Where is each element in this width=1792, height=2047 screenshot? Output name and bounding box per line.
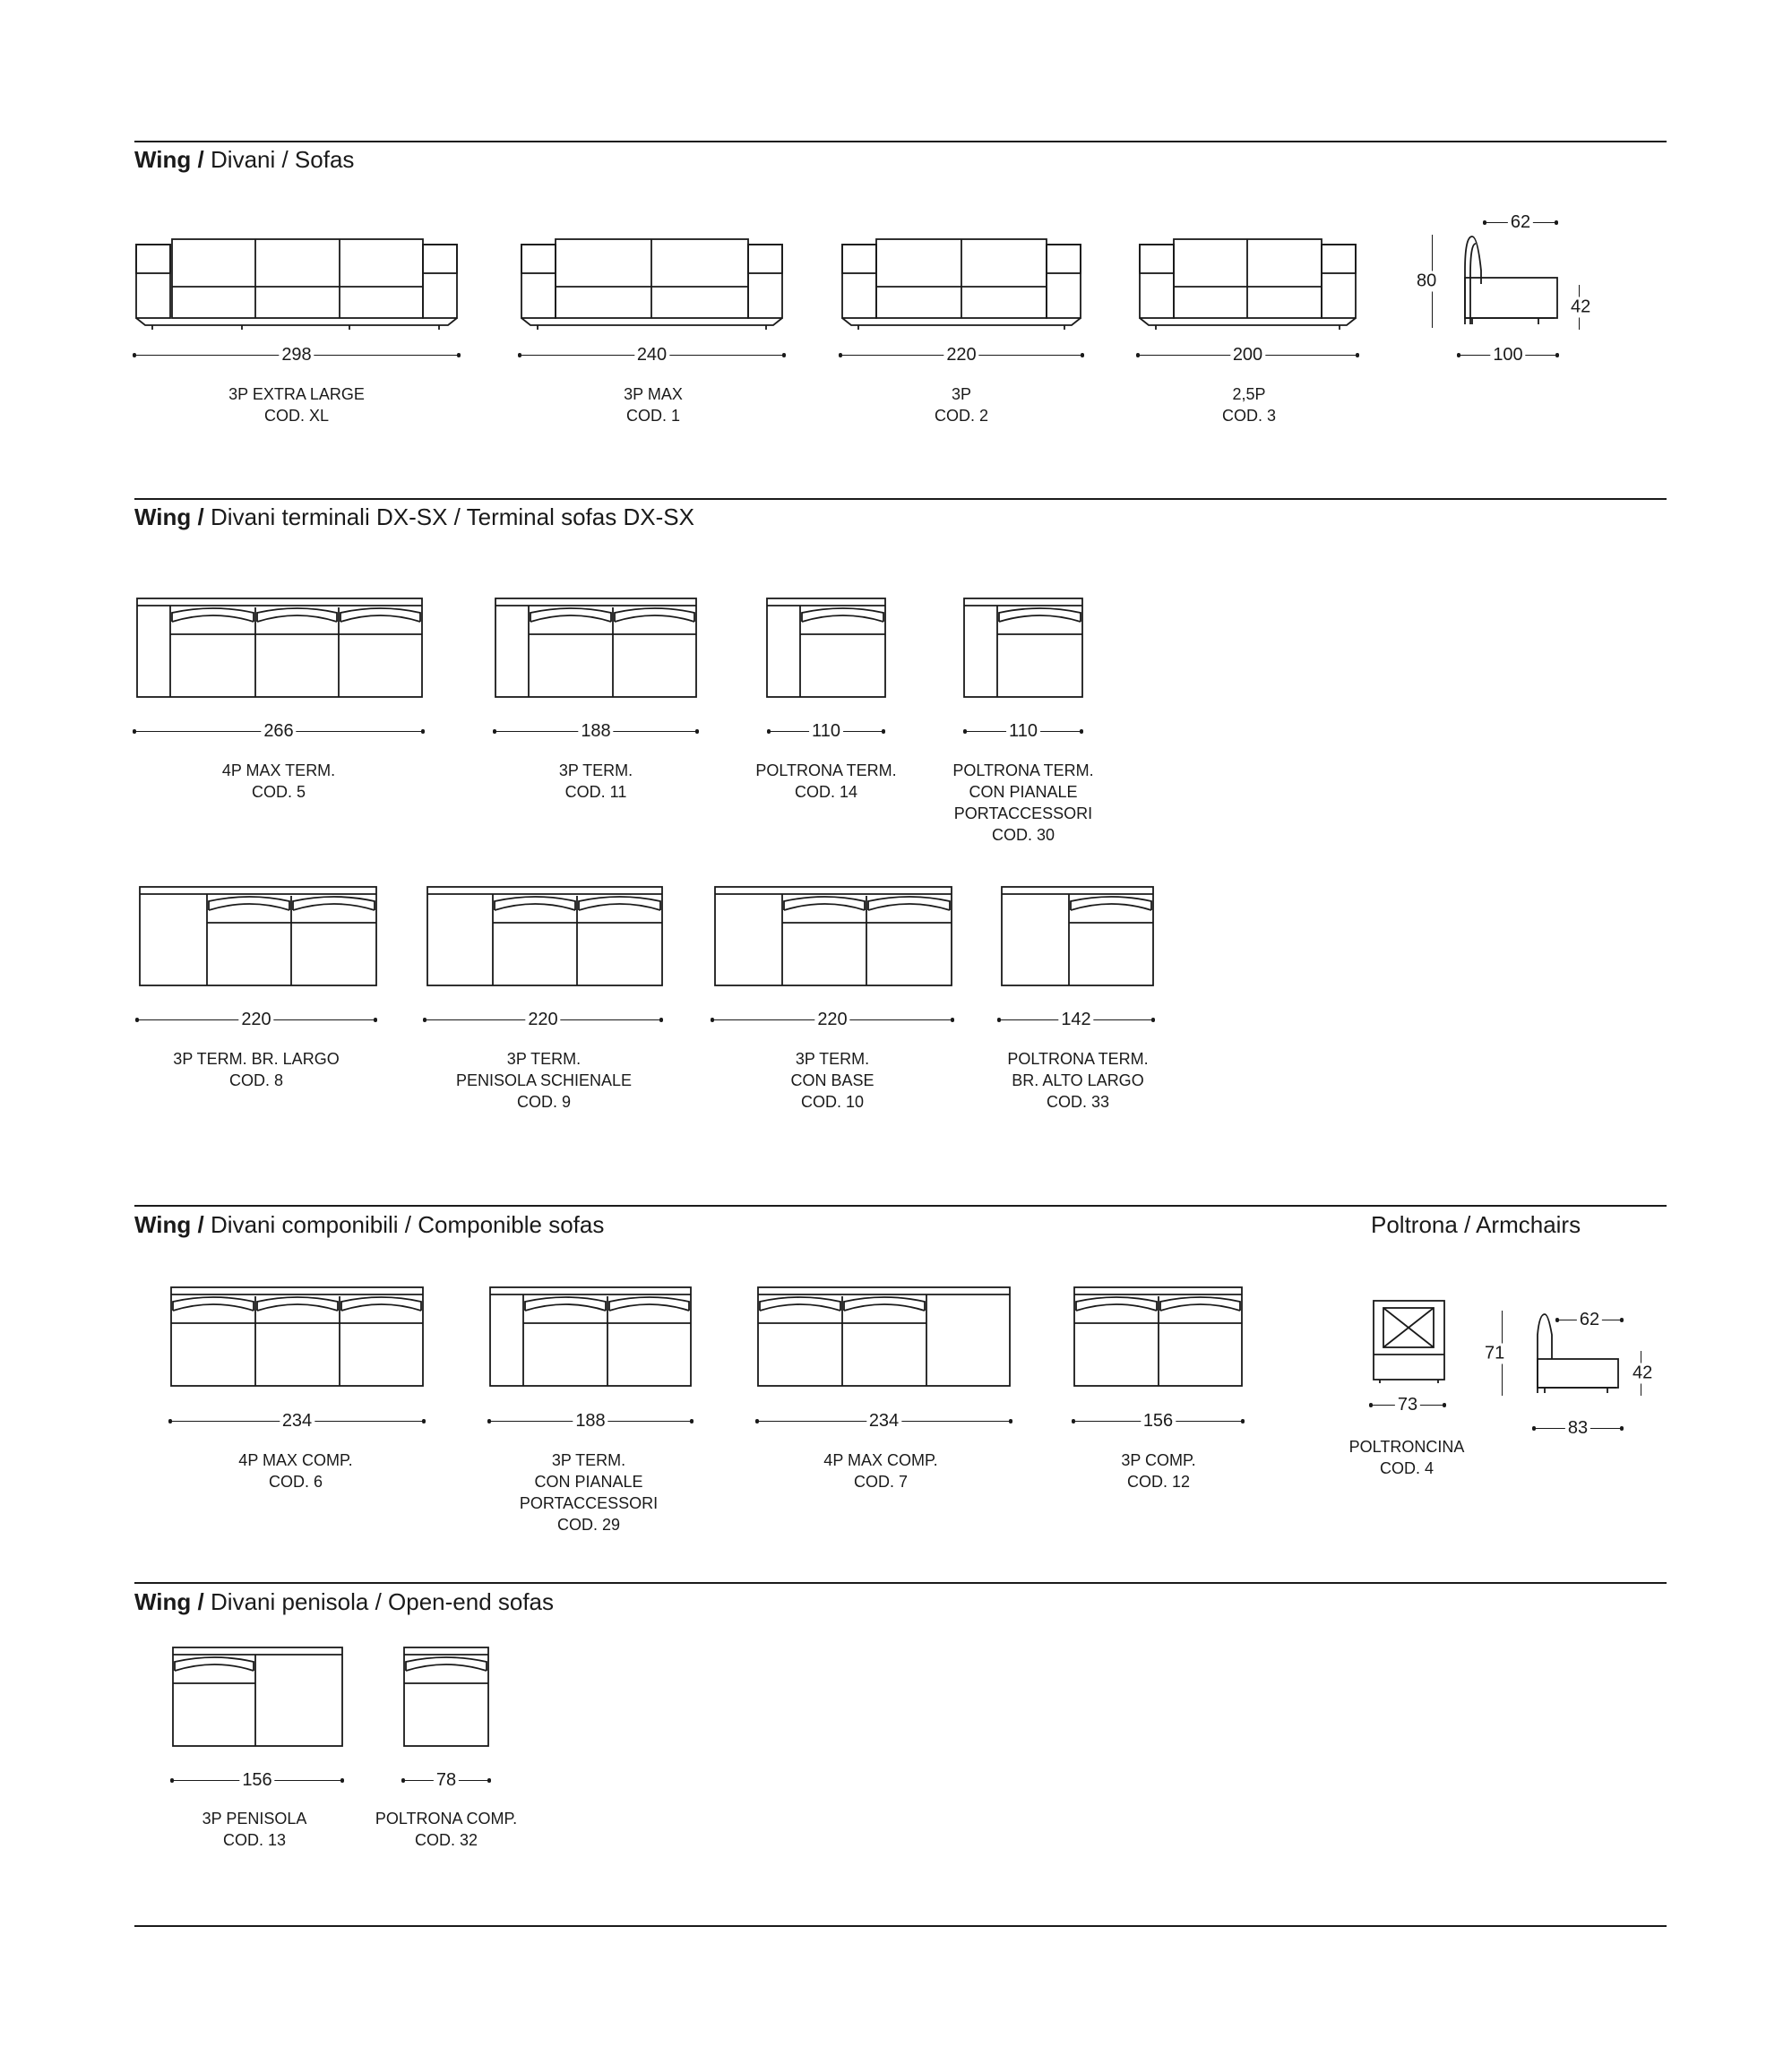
dim-sofa-3p-max <box>520 345 784 366</box>
caption-line: COD. 9 <box>516 1093 572 1111</box>
section-subtitle: Divani componibili / Componible sofas <box>211 1211 605 1238</box>
section-rule-openend <box>134 1582 1667 1584</box>
section-subtitle: Divani terminali DX-SX / Terminal sofas DX-SX <box>211 503 694 530</box>
caption-line: POLTRONA TERM. <box>1007 1050 1149 1068</box>
section-title-terminal <box>134 503 694 531</box>
caption-openend-13 <box>202 1808 307 1851</box>
dim-value: 110 <box>1006 719 1040 743</box>
terminal-10-drawing <box>712 885 954 988</box>
section-title-armchairs <box>1371 1211 1581 1239</box>
dim-sofa-3p <box>840 345 1082 366</box>
dim-armchair-height <box>1485 1311 1513 1396</box>
caption-line: COD. XL <box>263 407 330 425</box>
caption-terminal-33 <box>1007 1048 1148 1113</box>
caption-line: CON PIANALE <box>969 783 1078 801</box>
terminal-33-drawing <box>999 885 1156 988</box>
terminal-8-drawing <box>137 885 379 988</box>
dim-openend-32 <box>403 1770 489 1792</box>
brand-name: Wing <box>134 146 192 173</box>
caption-terminal-30 <box>952 760 1093 846</box>
caption-line: 3P COMP. <box>1121 1451 1196 1469</box>
caption-line: COD. 30 <box>991 826 1055 844</box>
caption-terminal-11 <box>559 760 633 803</box>
componible-6-drawing <box>168 1286 426 1389</box>
sofa-xl-drawing <box>134 237 459 331</box>
caption-line: COD. 4 <box>1379 1459 1434 1477</box>
caption-line: 3P MAX <box>624 385 683 403</box>
terminal-14-drawing <box>764 597 888 700</box>
caption-line: 4P MAX TERM. <box>221 761 336 779</box>
caption-componible-29 <box>520 1449 658 1535</box>
caption-terminal-10 <box>790 1048 874 1113</box>
caption-line: COD. 10 <box>800 1093 865 1111</box>
dim-sofa-2-5p <box>1138 345 1357 366</box>
caption-componible-7 <box>823 1449 937 1492</box>
caption-line: 3P TERM. <box>506 1050 582 1068</box>
caption-line: COD. 8 <box>228 1071 284 1089</box>
caption-line: PORTACCESSORI <box>519 1494 659 1512</box>
caption-terminal-14 <box>755 760 896 803</box>
dim-value: 80 <box>1417 271 1437 291</box>
dim-value: 266 <box>261 719 296 743</box>
dim-value: 220 <box>943 343 978 366</box>
dim-value: 156 <box>239 1768 274 1792</box>
section-rule-sofas <box>134 141 1667 142</box>
caption-line: COD. 14 <box>794 783 858 801</box>
sofa-3p-drawing <box>840 237 1082 331</box>
dim-value: 188 <box>578 719 613 743</box>
componible-12-drawing <box>1072 1286 1245 1389</box>
sofa-2-5p-drawing <box>1138 237 1357 331</box>
caption-line: 3P TERM. <box>795 1050 870 1068</box>
caption-line: PENISOLA SCHIENALE <box>455 1071 633 1089</box>
dim-value: 42 <box>1633 1363 1653 1383</box>
caption-line: COD. 32 <box>414 1831 478 1849</box>
brand-slash: / <box>197 503 204 530</box>
sofa-3p-max-drawing <box>520 237 784 331</box>
sofa-side-view-drawing <box>1456 235 1559 329</box>
dim-armchair-seat <box>1631 1351 1652 1396</box>
caption-line: 3P EXTRA LARGE <box>228 385 365 403</box>
dim-terminal-10 <box>712 1010 952 1031</box>
dim-value: 220 <box>525 1008 560 1031</box>
brand-slash: / <box>197 1588 204 1615</box>
caption-line: COD. 6 <box>268 1473 323 1491</box>
openend-13-drawing <box>170 1646 345 1749</box>
section-title-sofas <box>134 146 354 174</box>
dim-value: 100 <box>1490 343 1525 366</box>
dim-value: 200 <box>1230 343 1265 366</box>
caption-line: CON BASE <box>790 1071 874 1089</box>
section-rule-terminal <box>134 498 1667 500</box>
dim-value: 234 <box>280 1409 314 1432</box>
caption-sofa-3p <box>935 383 988 426</box>
dim-componible-12 <box>1073 1411 1243 1432</box>
dim-value: 234 <box>866 1409 901 1432</box>
dim-terminal-9 <box>425 1010 661 1031</box>
caption-line: COD. 12 <box>1126 1473 1191 1491</box>
dim-value: 83 <box>1565 1416 1590 1440</box>
dim-sofa-xl <box>134 345 459 366</box>
caption-line: 3P TERM. BR. LARGO <box>173 1050 340 1068</box>
dim-armchair-depth <box>1557 1310 1622 1331</box>
dim-value: 71 <box>1485 1343 1505 1363</box>
dim-value: 156 <box>1141 1409 1176 1432</box>
dim-value: 142 <box>1058 1008 1093 1031</box>
caption-line: 2,5P <box>1232 385 1266 403</box>
dim-componible-29 <box>489 1411 692 1432</box>
section-title-openend <box>134 1588 554 1616</box>
dim-sofa-side-length <box>1459 345 1557 366</box>
caption-line: COD. 7 <box>853 1473 909 1491</box>
caption-line: POLTRONA TERM. <box>952 761 1094 779</box>
section-subtitle: Divani penisola / Open-end sofas <box>211 1588 555 1615</box>
armchair-front-drawing <box>1371 1299 1447 1384</box>
caption-line: POLTRONA TERM. <box>755 761 897 779</box>
brand-name: Wing <box>134 1211 192 1238</box>
caption-terminal-8 <box>173 1048 339 1091</box>
dim-terminal-14 <box>769 721 883 743</box>
brand-slash: / <box>197 146 204 173</box>
terminal-9-drawing <box>425 885 665 988</box>
dim-componible-6 <box>170 1411 424 1432</box>
caption-sofa-3p-max <box>624 383 683 426</box>
caption-terminal-5 <box>222 760 335 803</box>
dim-terminal-30 <box>965 721 1081 743</box>
caption-terminal-9 <box>456 1048 632 1113</box>
caption-line: PORTACCESSORI <box>953 804 1093 822</box>
caption-line: 4P MAX COMP. <box>823 1451 938 1469</box>
caption-line: 3P TERM. <box>551 1451 626 1469</box>
section-title-componible <box>134 1211 604 1239</box>
dim-terminal-5 <box>134 721 423 743</box>
caption-line: BR. ALTO LARGO <box>1012 1071 1144 1089</box>
caption-line: CON PIANALE <box>534 1473 643 1491</box>
caption-line: COD. 11 <box>564 783 627 801</box>
caption-line: COD. 2 <box>934 407 989 425</box>
caption-line: 4P MAX COMP. <box>238 1451 353 1469</box>
caption-line: COD. 5 <box>251 783 306 801</box>
dim-terminal-33 <box>999 1010 1153 1031</box>
componible-29-drawing <box>487 1286 694 1389</box>
bottom-rule <box>134 1925 1667 1927</box>
caption-line: 3P TERM. <box>558 761 633 779</box>
dim-sofa-side-seat <box>1569 285 1590 330</box>
brand-slash: / <box>197 1211 204 1238</box>
dim-value: 62 <box>1577 1308 1602 1331</box>
caption-line: 3P <box>951 385 972 403</box>
dim-sofa-side-height <box>1417 235 1443 328</box>
caption-sofa-2-5p <box>1222 383 1276 426</box>
caption-armchair-4 <box>1349 1436 1465 1479</box>
caption-openend-32 <box>375 1808 517 1851</box>
dim-terminal-11 <box>495 721 697 743</box>
dim-value: 62 <box>1508 211 1533 234</box>
caption-line: COD. 29 <box>556 1516 621 1534</box>
dim-value: 42 <box>1571 297 1591 317</box>
caption-line: POLTRONCINA <box>1348 1438 1465 1456</box>
section-subtitle: Poltrona / Armchairs <box>1371 1211 1581 1238</box>
openend-32-drawing <box>401 1646 491 1749</box>
terminal-30-drawing <box>961 597 1085 700</box>
dim-armchair-width <box>1371 1395 1444 1416</box>
caption-line: 3P PENISOLA <box>202 1810 307 1828</box>
dim-value: 188 <box>573 1409 607 1432</box>
section-subtitle: Divani / Sofas <box>211 146 355 173</box>
dim-armchair-length <box>1534 1418 1622 1440</box>
caption-componible-12 <box>1121 1449 1195 1492</box>
dim-value: 220 <box>238 1008 273 1031</box>
terminal-11-drawing <box>493 597 699 700</box>
brand-name: Wing <box>134 1588 192 1615</box>
dim-value: 240 <box>634 343 669 366</box>
caption-line: POLTRONA COMP. <box>375 1810 518 1828</box>
dim-openend-13 <box>172 1770 342 1792</box>
section-rule-componible <box>134 1205 1667 1207</box>
componible-7-drawing <box>755 1286 1012 1389</box>
dim-value: 220 <box>814 1008 849 1031</box>
dim-value: 73 <box>1395 1393 1420 1416</box>
caption-line: COD. 3 <box>1221 407 1277 425</box>
dim-value: 110 <box>809 719 843 743</box>
caption-componible-6 <box>238 1449 352 1492</box>
dim-terminal-8 <box>137 1010 375 1031</box>
caption-line: COD. 13 <box>222 1831 287 1849</box>
dim-sofa-side-depth <box>1485 212 1556 234</box>
caption-sofa-xl <box>228 383 365 426</box>
dim-value: 78 <box>434 1768 459 1792</box>
terminal-5-drawing <box>134 597 426 700</box>
caption-line: COD. 33 <box>1046 1093 1110 1111</box>
caption-line: COD. 1 <box>625 407 681 425</box>
dim-componible-7 <box>757 1411 1011 1432</box>
dim-value: 298 <box>279 343 314 366</box>
brand-name: Wing <box>134 503 192 530</box>
